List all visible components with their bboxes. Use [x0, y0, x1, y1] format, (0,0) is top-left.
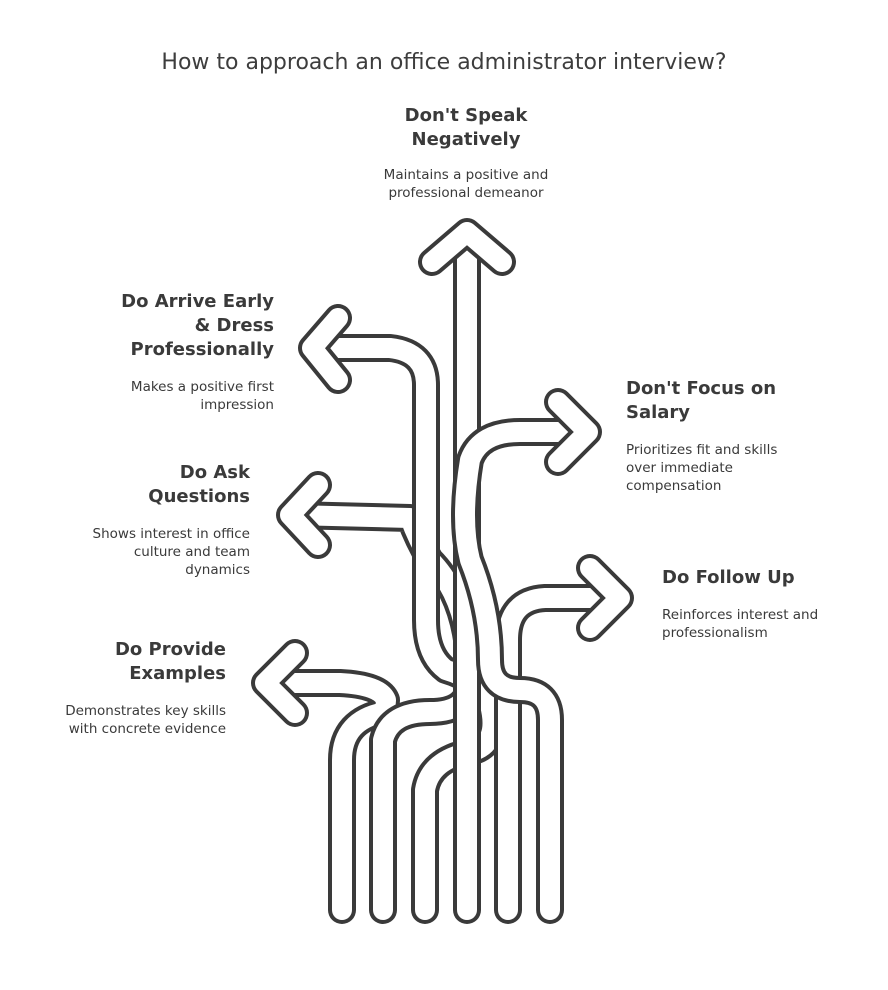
description-do-arrive-early: Makes a positive first impression: [130, 379, 274, 413]
label-do-provide-examples: [36, 638, 226, 738]
heading-dont-focus-on-salary: Don't Focus on Salary: [626, 378, 777, 423]
description-dont-focus-on-salary: Prioritizes fit and skills over immediate compensation: [626, 442, 778, 494]
label-dont-focus-on-salary: [626, 377, 826, 495]
diagram-title: How to approach an office administrator interview?: [161, 50, 727, 75]
heading-do-arrive-early: Do Arrive Early & Dress Professionally: [121, 291, 274, 360]
label-do-follow-up: [662, 566, 862, 642]
label-do-arrive-early: [84, 290, 274, 414]
label-do-ask-questions: [60, 461, 250, 579]
description-dont-speak-negatively: Maintains a positive and professional demeanor: [383, 167, 549, 201]
description-do-ask-questions: Shows interest in office culture and team dynamics: [92, 526, 250, 578]
heading-do-follow-up: Do Follow Up: [662, 567, 795, 588]
heading-do-ask-questions: Do Ask Questions: [148, 462, 250, 507]
heading-do-provide-examples: Do Provide Examples: [114, 639, 226, 684]
label-dont-speak-negatively: [366, 104, 566, 202]
description-do-provide-examples: Demonstrates key skills with concrete evidence: [65, 703, 226, 737]
heading-dont-speak-negatively: Don't Speak Negatively: [404, 105, 528, 150]
description-do-follow-up: Reinforces interest and professionalism: [662, 607, 819, 641]
